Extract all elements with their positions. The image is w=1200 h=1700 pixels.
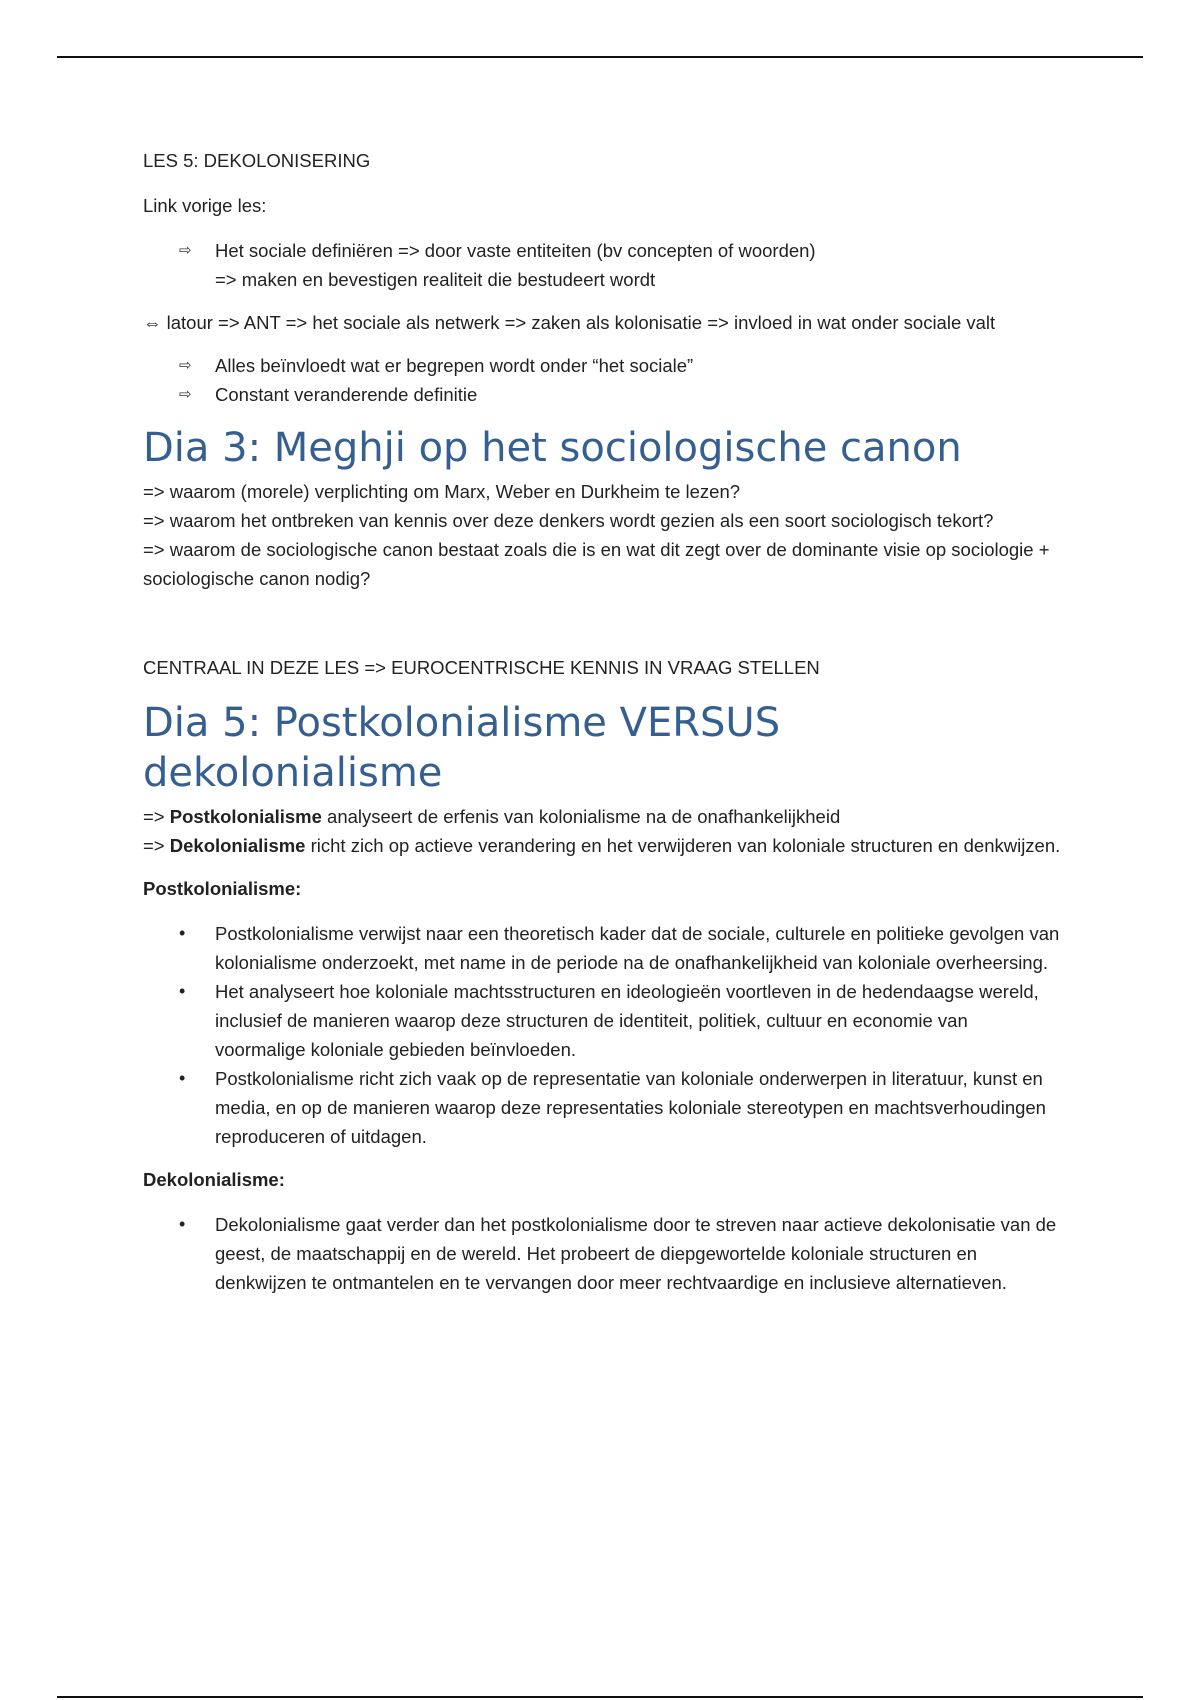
page-bottom-rule — [57, 1696, 1143, 1698]
latour-list — [143, 351, 1063, 409]
list-item: • Het analyseert hoe koloniale machtsstructuren en ideologieën voortleven in de hedendaagse wereld, inclusief de manieren waarop deze structuren de identiteit, politiek, cultuur en economie van voormalige koloniale gebieden beïnvloeden. — [143, 977, 1063, 1064]
arrow-icon: ⇨ — [179, 242, 192, 259]
dia3-line: => waarom (morele) verplichting om Marx, Weber en Durkheim te lezen? — [143, 481, 741, 502]
centraal-line: CENTRAAL IN DEZE LES => EUROCENTRISCHE KENNIS IN VRAAG STELLEN — [143, 657, 820, 678]
list-item — [143, 351, 1063, 380]
document-body — [143, 146, 1063, 1311]
latour-line: ⇔ latour => ANT => het sociale als netwerk => zaken als kolonisatie => invloed in wat onder sociale valt — [143, 312, 996, 333]
term-postkolonialisme: Postkolonialisme — [169, 806, 322, 827]
arrow-icon: ⇨ — [179, 357, 192, 374]
list-item-text: Constant veranderende definitie — [215, 384, 478, 405]
list-item — [143, 265, 1063, 294]
bullet-icon: • — [179, 923, 186, 943]
list-item — [143, 380, 1063, 409]
list-item: • Postkolonialisme richt zich vaak op de representatie van koloniale onderwerpen in literatuur, kunst en media, en op de manieren waarop deze representaties koloniale stereotypen en machtsverhoudingen reproduceren of uitdagen. — [143, 1064, 1063, 1151]
dekolonialisme-list — [143, 1210, 1063, 1297]
list-item — [143, 236, 1063, 265]
dia3-lines — [143, 477, 1063, 593]
arrow-icon: ⇨ — [179, 386, 192, 403]
bullet-icon: • — [179, 981, 186, 1001]
dekolonialisme-label: Dekolonialisme: — [143, 1169, 285, 1190]
dia3-line: => waarom het ontbreken van kennis over deze denkers wordt gezien als een soort sociologisch tekort? — [143, 510, 994, 531]
postkolonialisme-list — [143, 919, 1063, 1151]
bullet-icon: • — [179, 1214, 186, 1234]
bullet-icon: • — [179, 1068, 186, 1088]
list-item-text: => maken en bevestigen realiteit die bestudeert wordt — [215, 269, 656, 290]
link-label: Link vorige les: — [143, 195, 267, 216]
list-item-text: Het sociale definiëren => door vaste entiteiten (bv concepten of woorden) — [215, 240, 816, 261]
dia5-line: => Dekolonialisme richt zich op actieve verandering en het verwijderen van koloniale structuren en denkwijzen. — [143, 835, 1061, 856]
dia5-heading: Dia 5: Postkolonialisme VERSUS dekolonialisme — [143, 700, 781, 796]
postkolonialisme-label: Postkolonialisme: — [143, 878, 302, 899]
link-list — [143, 236, 1063, 294]
term-dekolonialisme: Dekolonialisme — [169, 835, 306, 856]
dia5-lines — [143, 802, 1063, 860]
dia3-heading: Dia 3: Meghji op het sociologische canon — [143, 425, 962, 471]
dia3-line: => waarom de sociologische canon bestaat zoals die is en wat dit zegt over de dominante visie op sociologie + sociologische canon nodig? — [143, 539, 1050, 589]
dia5-line: => Postkolonialisme analyseert de erfenis van kolonialisme na de onafhankelijkheid — [143, 806, 841, 827]
page-top-rule — [57, 56, 1143, 58]
list-item: • Postkolonialisme verwijst naar een theoretisch kader dat de sociale, culturele en politieke gevolgen van kolonialisme onderzoekt, met name in de periode na de onafhankelijkheid van koloniale overheersing. — [143, 919, 1063, 977]
lesson-title: LES 5: DEKOLONISERING — [143, 150, 371, 171]
list-item: • Dekolonialisme gaat verder dan het postkolonialisme door te streven naar actieve dekolonisatie van de geest, de maatschappij en de wereld. Het probeert de diepgewortelde koloniale structuren en denkwijzen te ontmantelen en te vervangen door meer rechtvaardige en inclusieve alternatieven. — [143, 1210, 1063, 1297]
list-item-text: Alles beïnvloedt wat er begrepen wordt onder “het sociale” — [215, 355, 694, 376]
